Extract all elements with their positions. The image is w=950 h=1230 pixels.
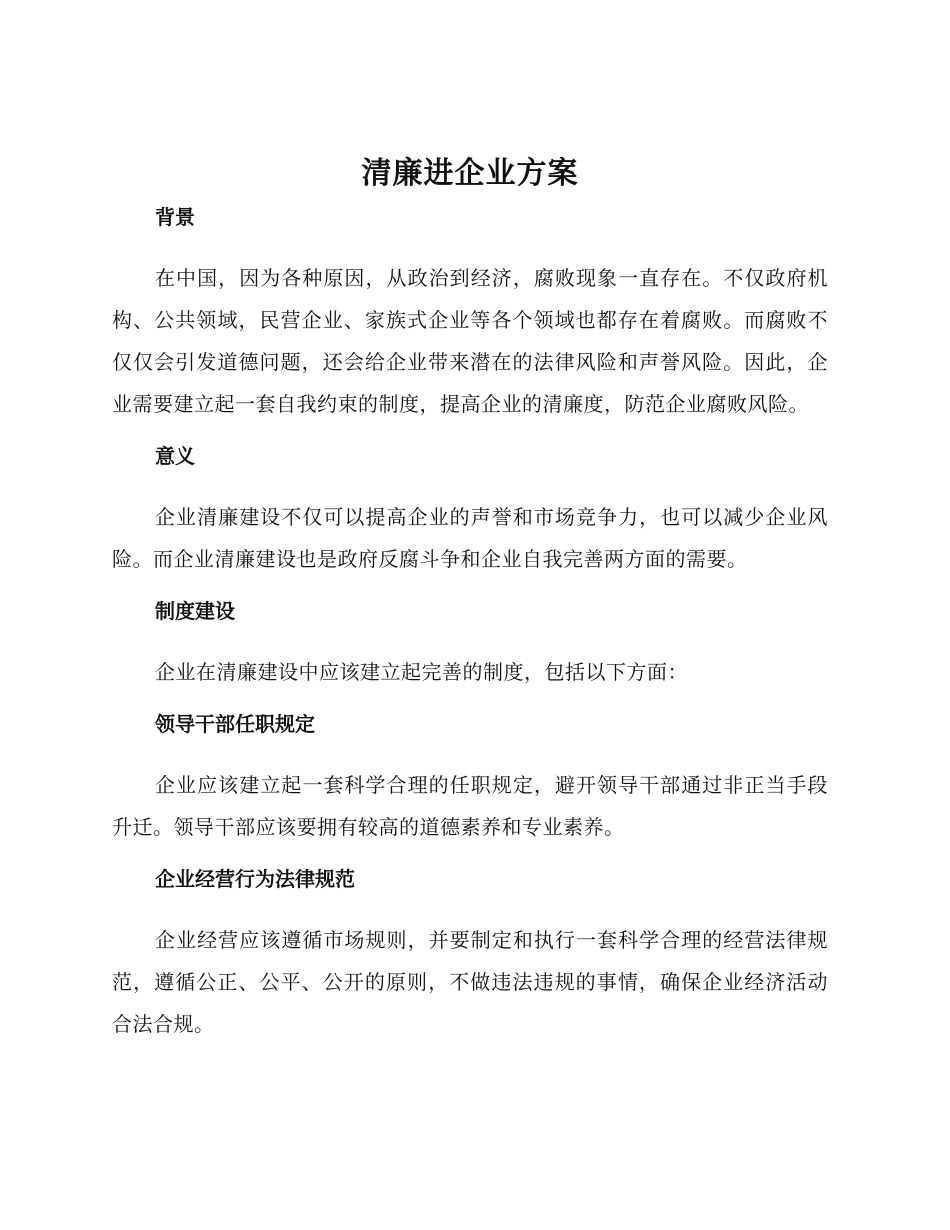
section-heading: 意义 [155,444,195,468]
document-page [112,150,828,1045]
section-leadership-appointment [112,709,828,848]
section-heading: 背景 [155,205,195,229]
section-paragraph: 企业清廉建设不仅可以提高企业的声誉和市场竞争力，也可以减少企业风险。而企业清廉建设也是政府反腐斗争和企业自我完善两方面的需要。 [112,505,828,571]
section-system-building [112,596,828,693]
section-background [112,202,828,425]
section-paragraph: 企业经营应该遵循市场规则，并要制定和执行一套科学合理的经营法律规范，遵循公正、公平、公开的原则，不做违法违规的事情，确保企业经济活动合法合规。 [112,928,828,1036]
section-significance [112,441,828,580]
section-heading: 企业经营行为法律规范 [155,867,355,891]
section-paragraph: 企业应该建立起一套科学合理的任职规定，避开领导干部通过非正当手段升迁。领导干部应该要拥有较高的道德素养和专业素养。 [112,773,828,839]
section-heading: 领导干部任职规定 [155,712,315,736]
document-title: 清廉进企业方案 [361,156,579,191]
section-paragraph: 企业在清廉建设中应该建立起完善的制度，包括以下方面： [155,660,688,684]
section-paragraph: 在中国，因为各种原因，从政治到经济，腐败现象一直存在。不仅政府机构、公共领域，民营企业、家族式企业等各个领域也都存在着腐败。而腐败不仅仅会引发道德问题，还会给企业带来潜在的法律风险和声誉风险。因此，企业需要建立起一套自我约束的制度，提高企业的清廉度，防范企业腐败风险。 [112,266,828,416]
section-heading: 制度建设 [155,599,235,623]
section-business-legal-norms [112,864,828,1045]
